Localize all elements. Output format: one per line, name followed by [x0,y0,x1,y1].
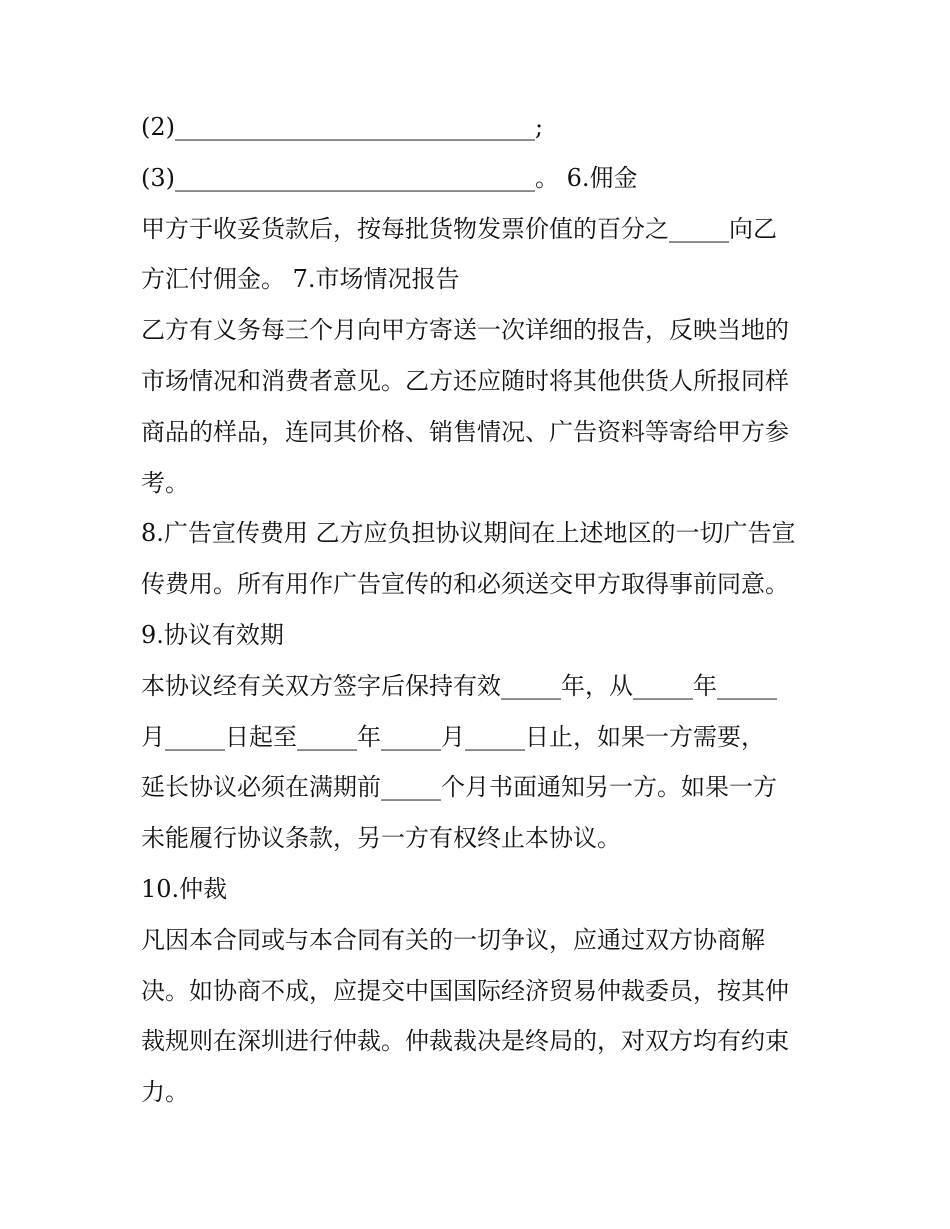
text-line: 市场情况和消费者意见。乙方还应随时将其他供货人所报同样 [141,366,789,395]
text-line: 甲方于收妥货款后，按每批货物发票价值的百分之_____向乙 [141,214,777,243]
text-line: (3)______________________________。 6.佣金 [141,163,638,192]
text-line: 月_____日起至_____年_____月_____日止，如果一方需要， [141,722,765,751]
text-line: 裁规则在深圳进行仲裁。仲裁裁决是终局的，对双方均有约束 [141,1027,789,1056]
text-line: 乙方有义务每三个月向甲方寄送一次详细的报告，反映当地的 [141,316,789,345]
text-line: 决。如协商不成，应提交中国国际经济贸易仲裁委员，按其仲 [141,976,789,1005]
text-line: 8.广告宣传费用 乙方应负担协议期间在上述地区的一切广告宣 [141,519,796,548]
text-line: (2)______________________________; [141,113,544,141]
text-line: 凡因本合同或与本合同有关的一切争议，应通过双方协商解 [141,925,765,954]
text-line: 传费用。所有用作广告宣传的和必须送交甲方取得事前同意。 [141,570,789,599]
text-line: 未能履行协议条款，另一方有权终止本协议。 [141,824,621,853]
text-line: 考。 [141,468,189,497]
document-body [141,102,821,1118]
text-line: 10.仲裁 [141,874,228,903]
text-line: 力。 [141,1078,189,1107]
text-line: 延长协议必须在满期前_____个月书面通知另一方。如果一方 [141,773,777,802]
text-line: 9.协议有效期 [141,620,284,649]
text-line: 方汇付佣金。 7.市场情况报告 [141,265,460,294]
text-line: 商品的样品，连同其价格、销售情况、广告资料等寄给甲方参 [141,417,789,446]
text-line: 本协议经有关双方签字后保持有效_____年，从_____年_____ [141,671,777,700]
